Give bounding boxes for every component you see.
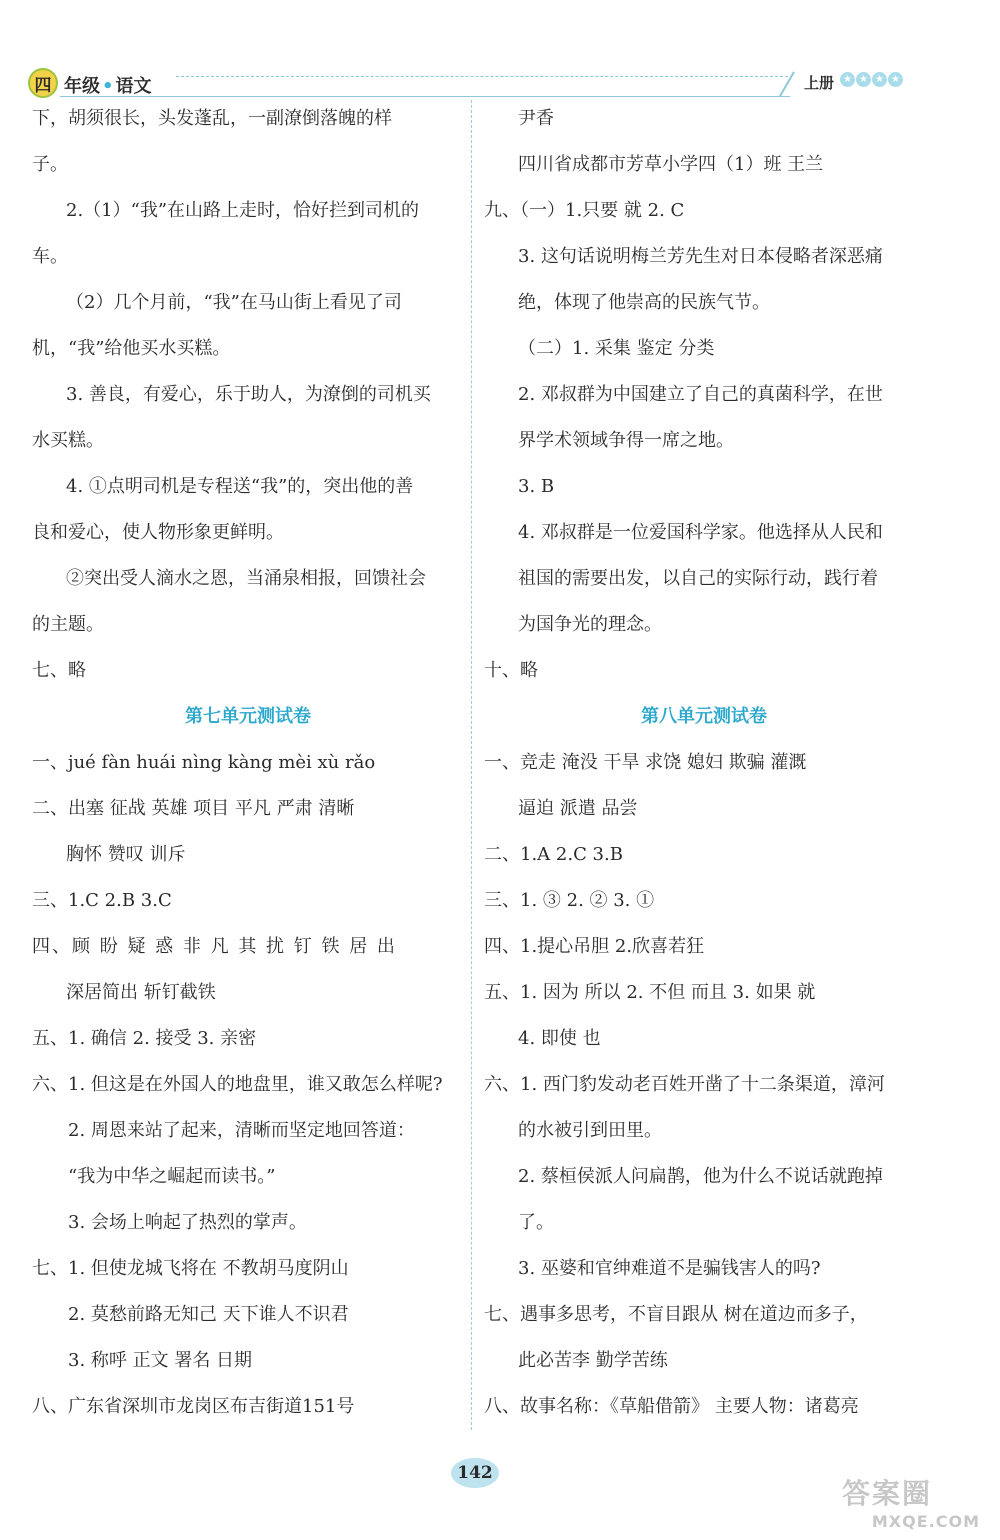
answer-line: 八、广东省深圳市龙岗区布吉街道151号 [32,1396,355,1417]
answer-line: 一、竞走 淹没 干旱 求饶 媳妇 欺骗 灌溉 [484,752,807,773]
answer-line: 八、故事名称：《草船借箭》 主要人物：诸葛亮 [484,1396,859,1417]
grade-badge: 四 [28,68,58,98]
answer-line: 六、1. 但这是在外国人的地盘里，谁又敢怎么样呢? [32,1074,443,1095]
answer-line: 的水被引到田里。 [518,1120,662,1141]
answer-line: 四川省成都市芳草小学四（1）班 王兰 [518,154,824,175]
answer-line: 水买糕。 [32,430,104,451]
answer-line: 4. 即使 也 [518,1028,601,1049]
answer-line: 3. 会场上响起了热烈的掌声。 [68,1212,307,1233]
circle-icon: ★ [888,72,903,87]
answer-line: 胸怀 赞叹 训斥 [66,844,186,865]
column-divider [471,100,472,1430]
answer-line: 三、1. ③ 2. ② 3. ① [484,890,655,911]
answer-line: 三、1.C 2.B 3.C [32,890,172,911]
answer-line: 界学术领域争得一席之地。 [518,430,734,451]
answer-line: 九、（一）1.只要 就 2. C [484,200,685,221]
answer-line: 十、略 [484,660,538,681]
answer-line: 一、jué fàn huái nìng kàng mèi xù rǎo [32,752,376,773]
header-separator: • [102,76,114,97]
circle-icon: ★ [872,72,887,87]
answer-line: 深居简出 斩钉截铁 [66,982,216,1003]
answer-line: 2. 莫愁前路无知己 天下谁人不识君 [68,1304,349,1325]
section-title: 第七单元测试卷 [185,706,311,727]
answer-line: 2.（1）“我”在山路上走时，恰好拦到司机的 [66,200,420,221]
answer-line: ②突出受人滴水之恩，当涌泉相报，回馈社会 [66,568,426,589]
circle-icon: ★ [840,72,855,87]
answer-line: 3. B [518,476,555,497]
answer-line: 了。 [518,1212,554,1233]
answer-line: 机，“我”给他买水买糕。 [32,338,231,359]
answer-line: “我为中华之崛起而读书。” [68,1166,276,1187]
section-title: 第八单元测试卷 [641,706,767,727]
volume-label: 上册 [804,74,835,92]
answer-line: 祖国的需要出发，以自己的实际行动，践行着 [518,568,878,589]
answer-line: 此必苦李 勤学苦练 [518,1350,668,1371]
answer-line: （2）几个月前，“我”在马山街上看见了司 [66,292,402,313]
answer-line: 4. ①点明司机是专程送“我”的，突出他的善 [66,476,414,497]
page-header [0,0,1000,100]
answer-line: 3. 这句话说明梅兰芳先生对日本侵略者深恶痛 [518,246,883,267]
answer-line: 良和爱心，使人物形象更鲜明。 [32,522,284,543]
right-column [484,96,924,1430]
answer-line: 二、1.A 2.C 3.B [484,844,623,865]
rating-circles [840,72,903,87]
answer-line: 2. 周恩来站了起来，清晰而坚定地回答道： [68,1120,415,1141]
answer-line: 绝，体现了他崇高的民族气节。 [518,292,770,313]
answer-line: （二）1. 采集 鉴定 分类 [518,338,715,359]
answer-line: 2. 蔡桓侯派人问扁鹊，他为什么不说话就跑掉 [518,1166,883,1187]
watermark-url: MXQE.COM [871,1512,980,1531]
answer-line: 七、1. 但使龙城飞将在 不教胡马度阴山 [32,1258,349,1279]
answer-line: 四、顾 盼 疑 惑 非 凡 其 扰 钉 铁 居 出 [32,936,397,957]
header-subject: 语文 [115,76,152,97]
header-dashed-line [176,76,788,77]
answer-line: 七、遇事多思考，不盲目跟从 树在道边而多子， [484,1304,868,1325]
answer-line: 3. 巫婆和官绅难道不是骗钱害人的吗? [518,1258,821,1279]
answer-line: 车。 [32,246,68,267]
answer-line: 2. 邓叔群为中国建立了自己的真菌科学，在世 [518,384,883,405]
answer-line: 五、1. 确信 2. 接受 3. 亲密 [32,1028,257,1049]
watermark [842,1472,992,1536]
answer-line: 尹香 [518,108,554,129]
page-number: 142 [451,1458,499,1488]
answer-line: 3. 称呼 正文 署名 日期 [68,1350,253,1371]
answer-line: 4. 邓叔群是一位爱国科学家。他选择从人民和 [518,522,883,543]
circle-icon: ★ [856,72,871,87]
watermark-logo: 答案圈 [842,1477,933,1510]
answer-line: 五、1. 因为 所以 2. 不但 而且 3. 如果 就 [484,982,816,1003]
answer-line: 六、1. 西门豹发动老百姓开凿了十二条渠道，漳河 [484,1074,885,1095]
answer-line: 的主题。 [32,614,104,635]
answer-line: 子。 [32,154,68,175]
answer-line: 3. 善良，有爱心，乐于助人，为潦倒的司机买 [66,384,431,405]
answer-line: 二、出塞 征战 英雄 项目 平凡 严肃 清晰 [32,798,355,819]
answer-line: 逼迫 派遣 品尝 [518,798,638,819]
answer-line: 四、1.提心吊胆 2.欣喜若狂 [484,936,705,957]
answer-line: 为国争光的理念。 [518,614,662,635]
answer-line: 下，胡须很长，头发蓬乱，一副潦倒落魄的样 [32,108,392,129]
left-column [32,96,464,1430]
header-title [64,72,152,98]
answer-line: 七、略 [32,660,86,681]
header-grade-label: 年级 [64,76,100,97]
